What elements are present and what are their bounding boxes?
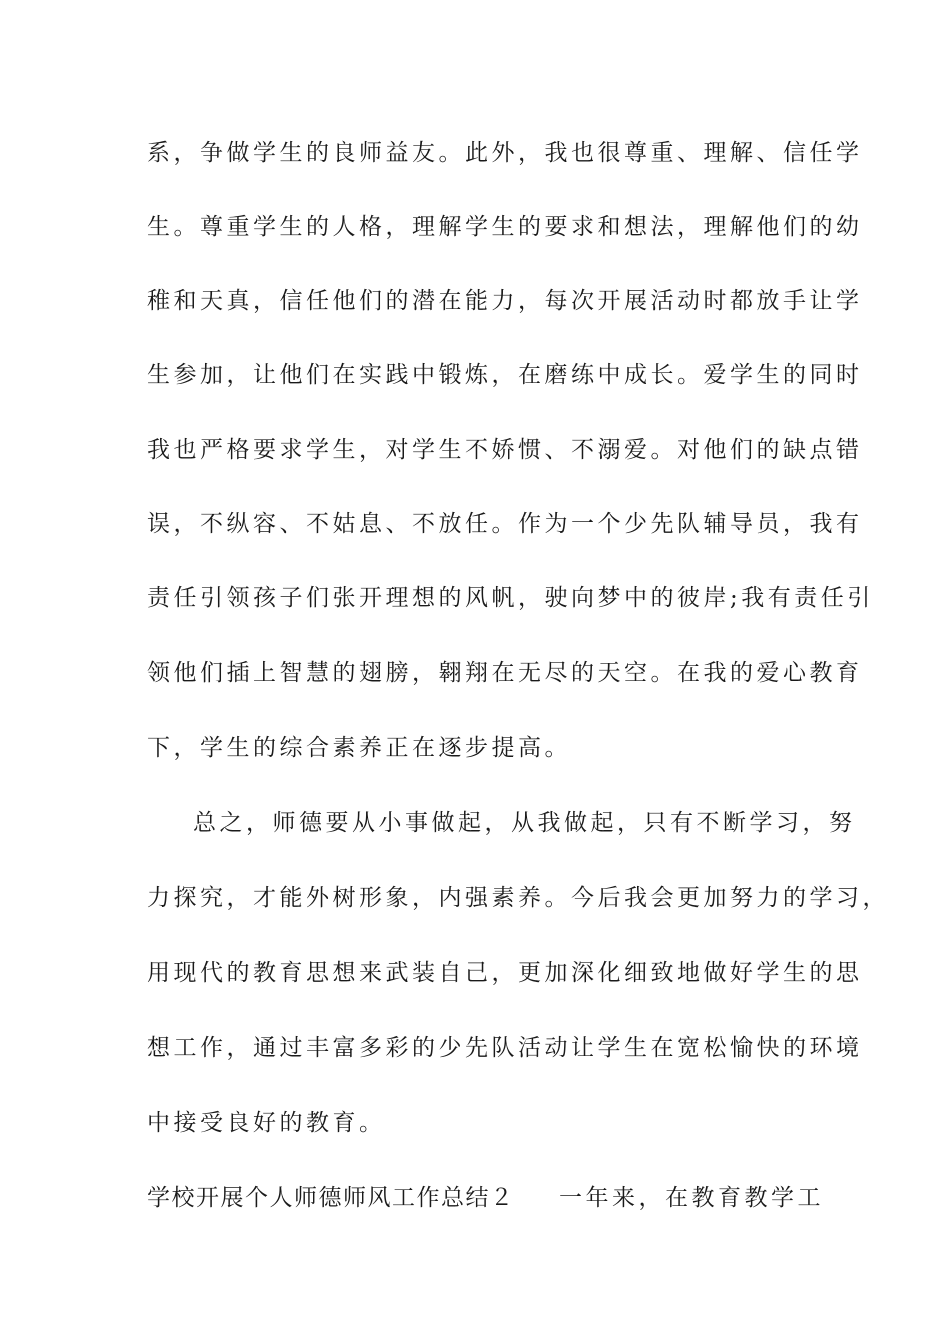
paragraph-1-line-3: 稚和天真，信任他们的潜在能力，每次开展活动时都放手让学 <box>147 288 863 314</box>
paragraph-1-line-2: 生。尊重学生的人格，理解学生的要求和想法，理解他们的幼 <box>147 214 863 240</box>
paragraph-1-line-7: 责任引领孩子们张开理想的风帆，驶向梦中的彼岸;我有责任引 <box>147 585 874 611</box>
paragraph-2-line-3: 用现代的教育思想来武装自己，更加深化细致地做好学生的思 <box>147 960 863 986</box>
paragraph-2-line-2: 力探究，才能外树形象，内强素养。今后我会更加努力的学习， <box>147 885 889 911</box>
paragraph-2-line-1: 总之，师德要从小事做起，从我做起，只有不断学习，努 <box>193 810 856 836</box>
paragraph-1-line-6: 误，不纵容、不姑息、不放任。作为一个少先队辅导员，我有 <box>147 511 863 537</box>
section-2-first-line: 一年来，在教育教学工 <box>559 1185 824 1211</box>
paragraph-1-line-8: 领他们插上智慧的翅膀，翱翔在无尽的天空。在我的爱心教育 <box>147 660 863 686</box>
paragraph-1-line-4: 生参加，让他们在实践中锻炼，在磨练中成长。爱学生的同时 <box>147 362 863 388</box>
paragraph-1-line-1: 系，争做学生的良师益友。此外，我也很尊重、理解、信任学 <box>147 140 863 166</box>
section-2-heading-line <box>147 1183 824 1213</box>
paragraph-2-line-5: 中接受良好的教育。 <box>147 1110 386 1136</box>
paragraph-1-line-5: 我也严格要求学生，对学生不娇惯、不溺爱。对他们的缺点错 <box>147 437 863 463</box>
paragraph-1-line-9: 下，学生的综合素养正在逐步提高。 <box>147 735 571 761</box>
paragraph-2-line-4: 想工作，通过丰富多彩的少先队活动让学生在宽松愉快的环境 <box>147 1035 863 1061</box>
section-2-title: 学校开展个人师德师风工作总结２ <box>147 1185 515 1211</box>
